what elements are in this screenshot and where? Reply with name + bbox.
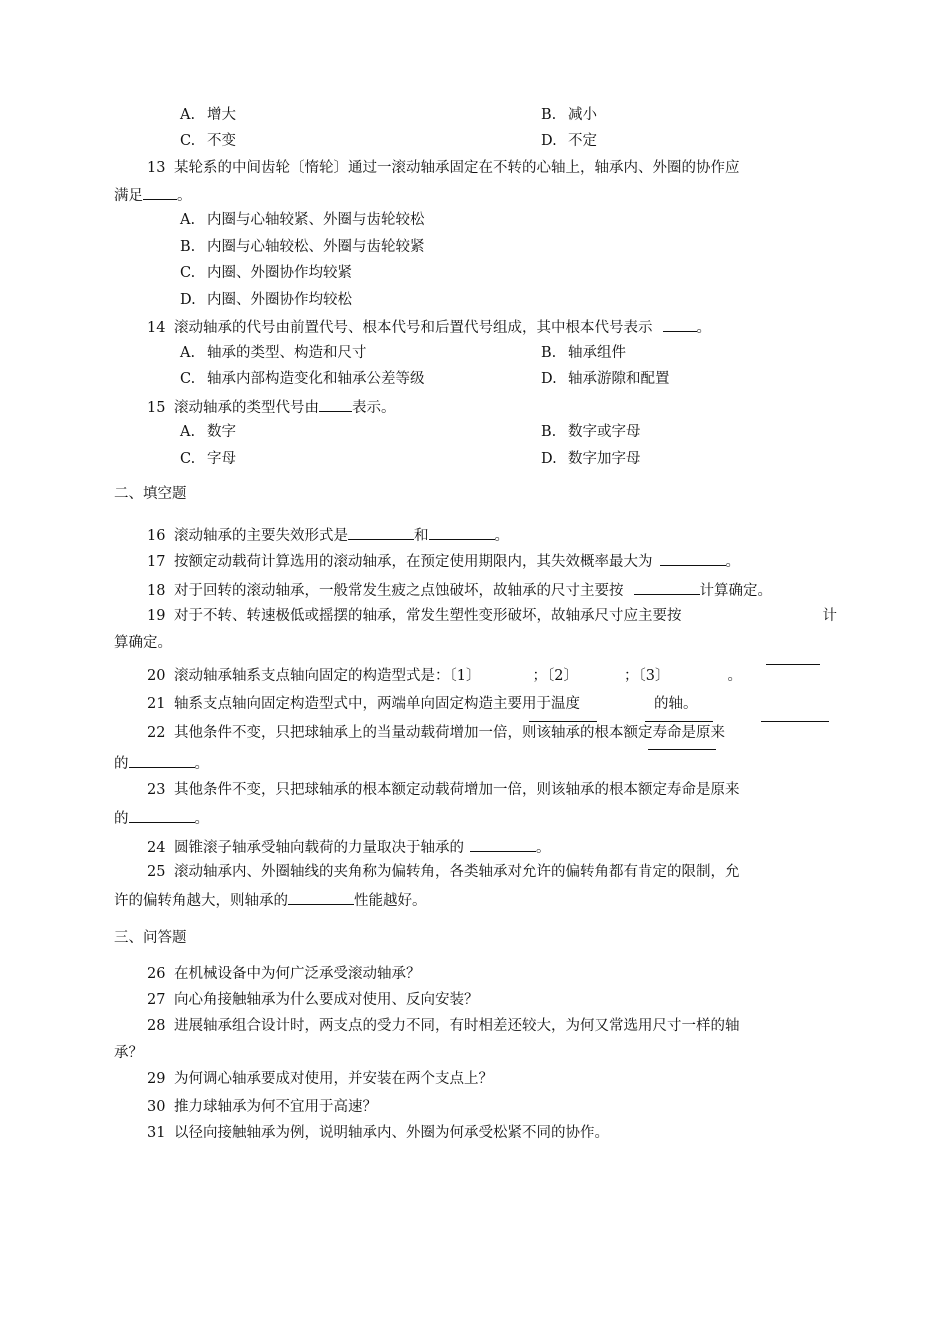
section-qa-heading: 三、问答题 xyxy=(114,930,187,946)
q21-underline-2 xyxy=(645,721,713,722)
q22-underline xyxy=(648,749,716,750)
q13-blank[interactable] xyxy=(143,184,177,200)
q25: 25 滚动轴承内、外圈轴线的夹角称为偏转角，各类轴承对允许的偏转角都有肯定的限制，允 xyxy=(147,864,740,880)
q12-option-c: C. 不变 xyxy=(180,133,236,149)
q18: 18 对于回转的滚动轴承，一般常发生疲之点蚀破坏，故轴承的尺寸主要按 计算确定。 xyxy=(147,579,772,601)
q18-blank[interactable] xyxy=(634,579,700,595)
q15-option-c: C. 字母 xyxy=(180,451,236,467)
q21-underline-3 xyxy=(761,721,829,722)
q14-option-d: D. 轴承游隙和配置 xyxy=(541,371,670,387)
q15-option-b: B. 数字或字母 xyxy=(541,424,641,440)
q23-blank[interactable] xyxy=(129,807,195,823)
q15-blank[interactable] xyxy=(319,396,352,412)
q14-stem: 14 滚动轴承的代号由前置代号、根本代号和后置代号组成，其中根本代号表示 。 xyxy=(147,316,711,338)
q14-option-c: C. 轴承内部构造变化和轴承公差等级 xyxy=(180,371,425,387)
q14-option-b: B. 轴承组件 xyxy=(541,345,626,361)
q26: 26 在机械设备中为何广泛承受滚动轴承？ xyxy=(147,966,421,982)
q21: 21 轴系支点轴向固定构造型式中，两端单向固定构造主要用于温度 的轴。 xyxy=(147,696,698,712)
section-fill-in-heading: 二、填空题 xyxy=(114,486,187,502)
q12-option-a: A. 增大 xyxy=(180,107,236,123)
q15-option-d: D. 数字加字母 xyxy=(541,451,641,467)
q13-stem-line2: 满足 。 xyxy=(114,184,192,206)
q20: 20 滚动轴承轴系支点轴向固定的构造型式是：〔1〕 ；〔2〕 ；〔3〕 。 xyxy=(147,668,742,684)
q27: 27 向心角接触轴承为什么要成对使用、反向安装？ xyxy=(147,992,479,1008)
q16-blank-2[interactable] xyxy=(429,524,495,540)
q28-line2: 承？ xyxy=(114,1045,143,1061)
q24-blank[interactable] xyxy=(470,836,536,852)
q24: 24 圆锥滚子轴承受轴向载荷的力量取决于轴承的 。 xyxy=(147,836,551,858)
q13-option-c: C. 内圈、外圈协作均较紧 xyxy=(180,265,352,281)
q25-line2: 许的偏转角越大，则轴承的 性能越好。 xyxy=(114,889,427,911)
q22-blank[interactable] xyxy=(129,752,195,768)
q31: 31 以径向接触轴承为例，说明轴承内、外圈为何承受松紧不同的协作。 xyxy=(147,1125,609,1141)
q19: 19 对于不转、转速极低或摇摆的轴承，常发生塑性变形破坏，故轴承尺寸应主要按 计 xyxy=(147,608,837,624)
q16-blank-1[interactable] xyxy=(348,524,414,540)
q25-blank[interactable] xyxy=(288,889,354,905)
q16: 16 滚动轴承的主要失效形式是 和 。 xyxy=(147,524,509,546)
q13-option-a: A. 内圈与心轴较紧、外圈与齿轮较松 xyxy=(180,212,425,228)
q23-line2: 的 。 xyxy=(114,807,209,829)
q13-option-d: D. 内圈、外圈协作均较松 xyxy=(180,292,352,308)
q22: 22 其他条件不变，只把球轴承上的当量动载荷增加一倍，则该轴承的根本额定寿命是原来 xyxy=(147,725,725,741)
q13-stem: 13 某轮系的中间齿轮〔惰轮〕通过一滚动轴承固定在不转的心轴上，轴承内、外圈的协作应 xyxy=(147,160,740,176)
q15-option-a: A. 数字 xyxy=(180,424,236,440)
q21-underline-1 xyxy=(529,721,597,722)
q17: 17 按额定动载荷计算选用的滚动轴承，在预定使用期限内，其失效概率最大为 。 xyxy=(147,550,740,572)
q14-option-a: A. 轴承的类型、构造和尺寸 xyxy=(180,345,367,361)
q29: 29 为何调心轴承要成对使用，并安装在两个支点上？ xyxy=(147,1071,493,1087)
q28: 28 进展轴承组合设计时，两支点的受力不同，有时相差还较大，为何又常选用尺寸一样的轴 xyxy=(147,1018,740,1034)
q13-option-b: B. 内圈与心轴较松、外圈与齿轮较紧 xyxy=(180,239,425,255)
q22-line2: 的 。 xyxy=(114,752,209,774)
q12-option-b: B. 减小 xyxy=(541,107,597,123)
q15-stem: 15 滚动轴承的类型代号由 表示。 xyxy=(147,396,396,418)
q23: 23 其他条件不变，只把球轴承的根本额定动载荷增加一倍，则该轴承的根本额定寿命是原来 xyxy=(147,782,740,798)
q12-option-d: D. 不定 xyxy=(541,133,597,149)
q30: 30 推力球轴承为何不宜用于高速？ xyxy=(147,1099,377,1115)
q19-line2: 算确定。 xyxy=(114,635,172,651)
q14-blank[interactable] xyxy=(663,316,697,332)
q17-blank[interactable] xyxy=(660,550,726,566)
q20-underline xyxy=(766,664,820,665)
